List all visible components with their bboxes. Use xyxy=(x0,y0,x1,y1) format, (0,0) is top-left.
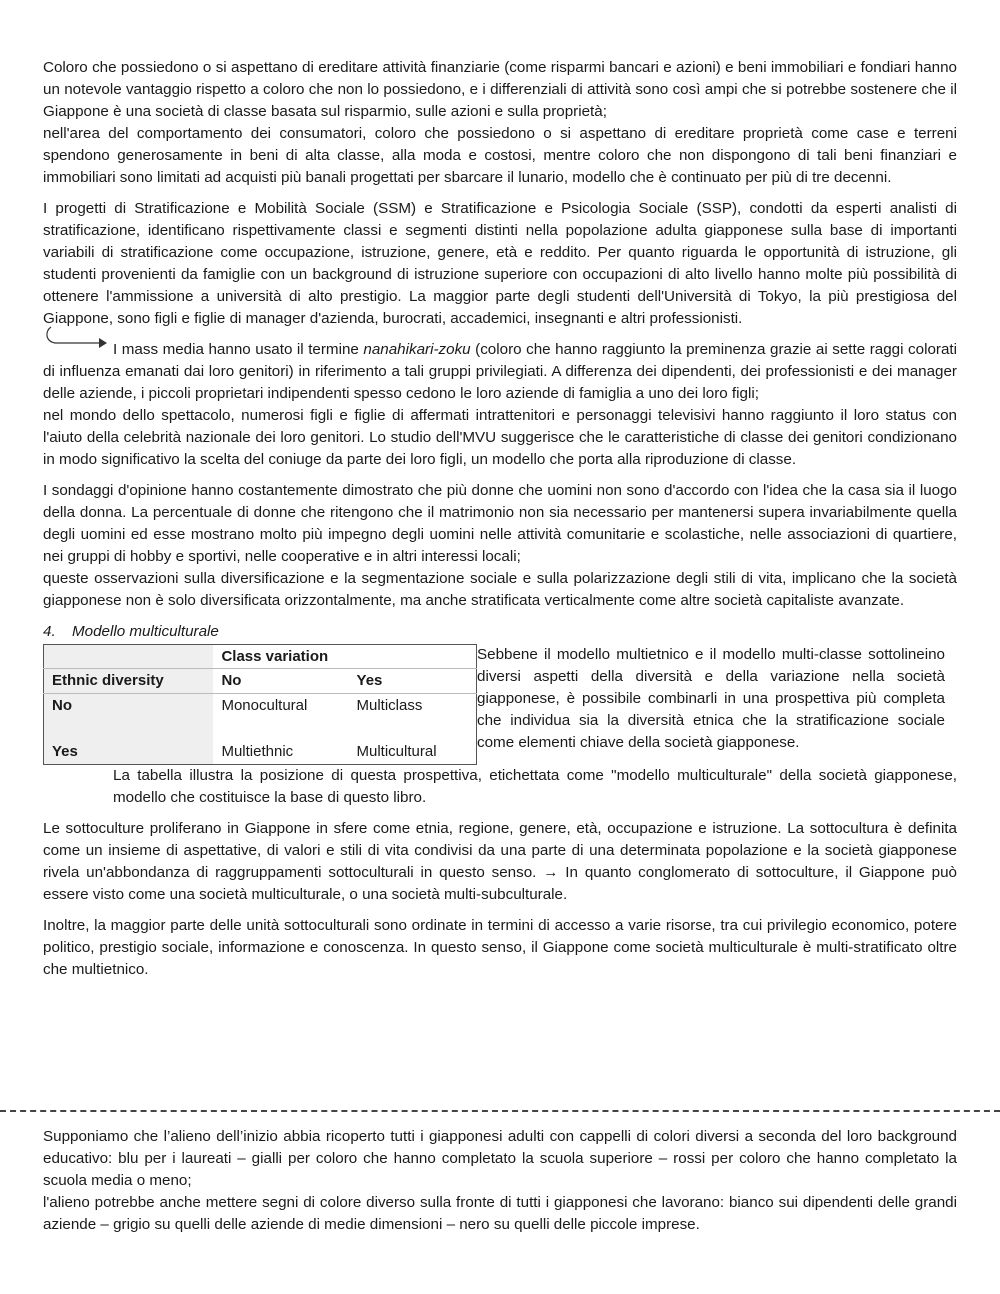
multicultural-table xyxy=(43,644,477,765)
table-note: La tabella illustra la posizione di questa prospettiva, etichettata come "modello multiculturale" della società giapponese, modello che costituisce la base di questo libro. xyxy=(113,767,957,806)
row-header-yes: Yes xyxy=(44,741,214,765)
paragraph: nel mondo dello spettacolo, numerosi figli e figlie di affermati intrattenitori e personaggi televisivi hanno raggiunto il loro status con l'aiuto della celebrità nazionale dei loro genitori. Lo studio dell'MVU suggerisce che le caratteristiche di classe dei genitori condizionano in modo significativo la scelta del coniuge da parte dei loro figli, un modello che porta alla riproduzione di classe. xyxy=(43,407,957,468)
paragraph: l'alieno potrebbe anche mettere segni di colore diverso sulla fronte di tutti i giapponesi che lavorano: bianco sui dipendenti delle grandi aziende – grigio su quelli delle aziende di medie dimensioni – nero su quelli delle piccole imprese. xyxy=(43,1194,957,1233)
paragraph: Supponiamo che l’alieno dell’inizio abbia ricoperto tutti i giapponesi adulti con cappelli di colori diversi a seconda del loro background educativo: blu per i laureati – gialli per coloro che hanno completato la scuola superiore – rossi per coloro che hanno completato la scuola media o meno; xyxy=(43,1128,957,1189)
paragraph: Coloro che possiedono o si aspettano di ereditare attività finanziarie (come risparmi bancari e azioni) e beni immobiliari e fondiari hanno un notevole vantaggio rispetto a coloro che non lo possiedono, e i differenziali di attività sono così ampi che si potrebbe sostenere che il Giappone è una società di classe basata sul risparmio, sulle azioni e sulla proprietà; xyxy=(43,59,957,120)
paragraph: I mass media hanno usato il termine nanahikari-zoku (coloro che hanno raggiunto la preminenza grazie ai sette raggi colorati di influenza emanati dai loro genitori) in riferimento a tali gruppi privilegiati. A differenza dei dipendenti, dei professionisti e dei manager delle aziende, i piccoli proprietari indipendenti spesso cedono le loro aziende di famiglia a uno dei loro figli; xyxy=(43,341,957,402)
table-corner xyxy=(44,645,214,669)
paragraph: nell'area del comportamento dei consumatori, coloro che possiedono o si aspettano di ereditare proprietà come case e terreni spendono generosamente in beni di alta classe, alla moda e costosi, mentre coloro che non dispongono di tali beni finanziari e immobiliari sono limitati ad acquisti più banali progettati per sbarcare il lunario, modello che è continuato per più di tre decenni. xyxy=(43,125,957,186)
section-number: 4. xyxy=(43,623,56,640)
side-paragraph: Sebbene il modello multietnico e il modello multi-classe sottolineino diversi aspetti della diversità e della variazione nella società giapponese, è possibile combinarli in una prospettiva più completa che individua sia la diversità etnica che la stratificazione sociale come elementi chiave della società giapponese. xyxy=(477,646,945,751)
row-spacer xyxy=(44,717,214,740)
row-group-header: Ethnic diversity xyxy=(44,669,214,693)
table-cell: Multiethnic xyxy=(221,743,294,761)
section-divider xyxy=(0,1110,1000,1112)
paragraph: queste osservazioni sulla diversificazione e la segmentazione sociale e sulla polarizzazione degli stili di vita, implicano che la società giapponese non è solo diversificata orizzontalmente, ma anche stratificata verticalmente come altre società capitaliste avanzate. xyxy=(43,570,957,609)
paragraph: I progetti di Stratificazione e Mobilità Sociale (SSM) e Stratificazione e Psicologia Sociale (SSP), condotti da esperti analisti di stratificazione, identificano rispettivamente classi e segmenti distinti nella popolazione adulta giapponese sulla base di importanti variabili di stratificazione come occupazione, istruzione, genere, età e reddito. Per quanto riguarda le opportunità di istruzione, gli studenti provenienti da famiglie con un background di istruzione superiore con occupazioni di alto livello hanno molte più possibilità di ottenere l'ammissione a università di alto prestigio. La maggior parte degli studenti dell'Università di Tokyo, la più prestigiosa del Giappone, sono figli e figlie di manager d'azienda, burocrati, accademici, insegnanti e altri professionisti. xyxy=(43,200,957,327)
table-cell-empty xyxy=(349,717,477,740)
row-header-no: No xyxy=(44,693,214,717)
right-arrow-icon: → xyxy=(543,864,559,881)
term-nanahikari: nanahikari-zoku xyxy=(363,341,471,358)
paragraph: Le sottoculture proliferano in Giappone in sfere come etnia, regione, genere, età, occupazione e istruzione. La sottocultura è definita come un insieme di aspettative, di valori e stili di vita condivisi da una parte di una determinata popolazione e la società giapponese rivela un'abbondanza di raggruppamenti sottoculturali in questo senso. → In quanto conglomerato di sottoculture, il Giappone può essere visto come una società multiculturale, o una società multi-subculturale. xyxy=(43,820,957,903)
section-title: Modello multiculturale xyxy=(72,623,219,640)
table-cell: Multicultural xyxy=(356,743,437,761)
paragraph: I sondaggi d'opinione hanno costantemente dimostrato che più donne che uomini non sono d'accordo con l'idea che la casa sia il luogo della donna. La percentuale di donne che ritengono che il matrimonio non sia necessario per mantenersi supera invariabilmente quella degli uomini ed esse mostrano molto più impegno degli uomini nelle attività comunitarie e scolastiche, nelle associazioni di quartiere, nei gruppi di hobby e sportivi, nelle cooperative e in altri interessi locali; xyxy=(43,482,957,565)
section-heading xyxy=(43,621,957,643)
table-block xyxy=(43,644,957,765)
table-cell: Multiclass xyxy=(356,696,423,714)
document-body xyxy=(43,57,957,981)
col-group-header: Class variation xyxy=(213,645,476,669)
col-header-yes: Yes xyxy=(349,669,477,693)
arrow-paragraph xyxy=(43,339,957,405)
bottom-section xyxy=(43,1126,957,1236)
col-header-no: No xyxy=(213,669,348,693)
hook-arrow-icon xyxy=(43,325,113,355)
paragraph: Inoltre, la maggior parte delle unità sottoculturali sono ordinate in termini di accesso a varie risorse, tra cui privilegio economico, potere politico, prestigio sociale, informazione e conoscenza. In questo senso, il Giappone come società multiculturale è multi-stratificato oltre che multietnico. xyxy=(43,917,957,978)
table-cell-empty xyxy=(213,717,348,740)
table-cell: Monocultural xyxy=(221,696,308,714)
